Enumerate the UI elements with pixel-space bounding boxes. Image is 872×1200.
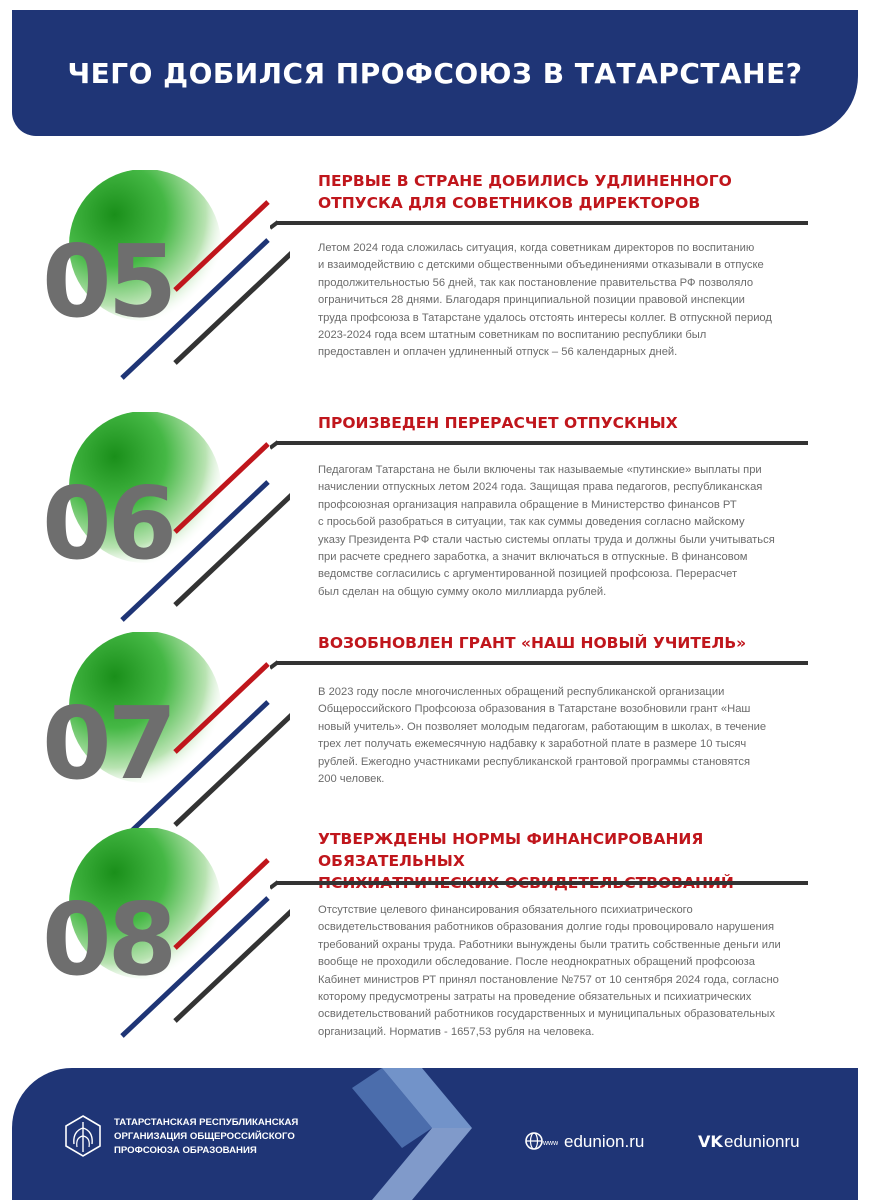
section-body: В 2023 году после многочисленных обращений республиканской организации Общероссийского Профсоюза образования в Татарстане возобновили грант «Наш новый учитель». Он позволяет молодым педагогам, работающим в школах, в течение трех лет получать ежемесячную надбавку к заработной плате в размере 10 тысяч рублей. Ежегодно участниками республиканской грантовой программы становятся 200 человек.	[318, 686, 767, 786]
vk-icon: VK	[698, 1132, 723, 1151]
page-header	[12, 10, 858, 136]
section-title: ВОЗОБНОВЛЕН ГРАНТ «НАШ НОВЫЙ УЧИТЕЛЬ»	[318, 634, 747, 652]
section-divider	[270, 878, 810, 890]
organization-name: ТАТАРСТАНСКАЯ РЕСПУБЛИКАНСКАЯ ОРГАНИЗАЦИЯ ОБЩЕРОССИЙСКОГО ПРОФСОЮЗА ОБРАЗОВАНИЯ	[114, 1117, 299, 1156]
section-divider	[270, 658, 810, 670]
section-number: 06	[42, 465, 174, 582]
section-divider	[270, 218, 810, 230]
section-number: 07	[42, 685, 174, 802]
website-link[interactable]: edunion.ru	[564, 1132, 645, 1151]
section-title: УТВЕРЖДЕНЫ НОРМЫ ФИНАНСИРОВАНИЯ ОБЯЗАТЕЛЬНЫХ ПСИХИАТРИЧЕСКИХ ОСВИДЕТЕЛЬСТВОВАНИЙ	[318, 830, 734, 892]
vk-link[interactable]: edunionru	[724, 1132, 800, 1151]
section-number: 08	[42, 881, 174, 998]
svg-text:www: www	[543, 1140, 558, 1147]
union-logo-icon	[62, 1112, 104, 1160]
section-body: Педагогам Татарстана не были включены так называемые «путинские» выплаты при начислении отпускных летом 2024 года. Защищая права педагогов, республиканская профсоюзная организация направила обращение в Министерство финансов РТ с просьбой разобраться в ситуации, так как суммы доведения согласно майскому указу Президента РФ стали частью системы оплаты труда и должны были учитываться при расчете среднего заработка, а значит включаться в отпускные. В финансовом ведомстве согласились с аргументированной позицией профсоюза. Перерасчет был сделан на общую сумму около миллиарда рублей.	[318, 464, 775, 598]
globe-icon	[524, 1131, 558, 1151]
section-divider	[270, 438, 810, 450]
ribbon-decoration	[352, 1068, 482, 1200]
section-body: Летом 2024 года сложилась ситуация, когда советникам директоров по воспитанию и взаимодействию с детскими общественными объединениями отказывали в отпуске продолжительностью 56 дней, так как постановление правительства РФ позволяло ограничиться 28 днями. Благодаря принципиальной позиции правовой инспекции труда профсоюза в Татарстане удалось отстоять интересы коллег. В отпускной период 2023-2024 года всем штатным советникам по воспитанию республики был предоставлен и оплачен удлиненный отпуск – 56 календарных дней.	[318, 242, 772, 359]
section-number: 05	[42, 223, 174, 340]
page-title: ЧЕГО ДОБИЛСЯ ПРОФСОЮЗ В ТАТАРСТАНЕ?	[67, 57, 803, 90]
section-title: ПЕРВЫЕ В СТРАНЕ ДОБИЛИСЬ УДЛИНЕННОГО ОТПУСКА ДЛЯ СОВЕТНИКОВ ДИРЕКТОРОВ	[318, 172, 732, 212]
section-title: ПРОИЗВЕДЕН ПЕРЕРАСЧЕТ ОТПУСКНЫХ	[318, 414, 678, 432]
page-footer	[12, 1068, 858, 1200]
section-body: Отсутствие целевого финансирования обязательного психиатрического освидетельствования работников образования долгие годы провоцировало нарушения требований охраны труда. Работники вынуждены были тратить собственные деньги или вообще не проходили обследование. После неоднократных обращений профсоюза Кабинет министров РТ принял постановление №757 от 10 сентября 2024 года, согласно которому предусмотрены затраты на проведение обязательных и психиатрических освидетельствований работников государственных и муниципальных образовательных организаций. Норматив - 1657,53 рубля на человека.	[318, 904, 781, 1038]
